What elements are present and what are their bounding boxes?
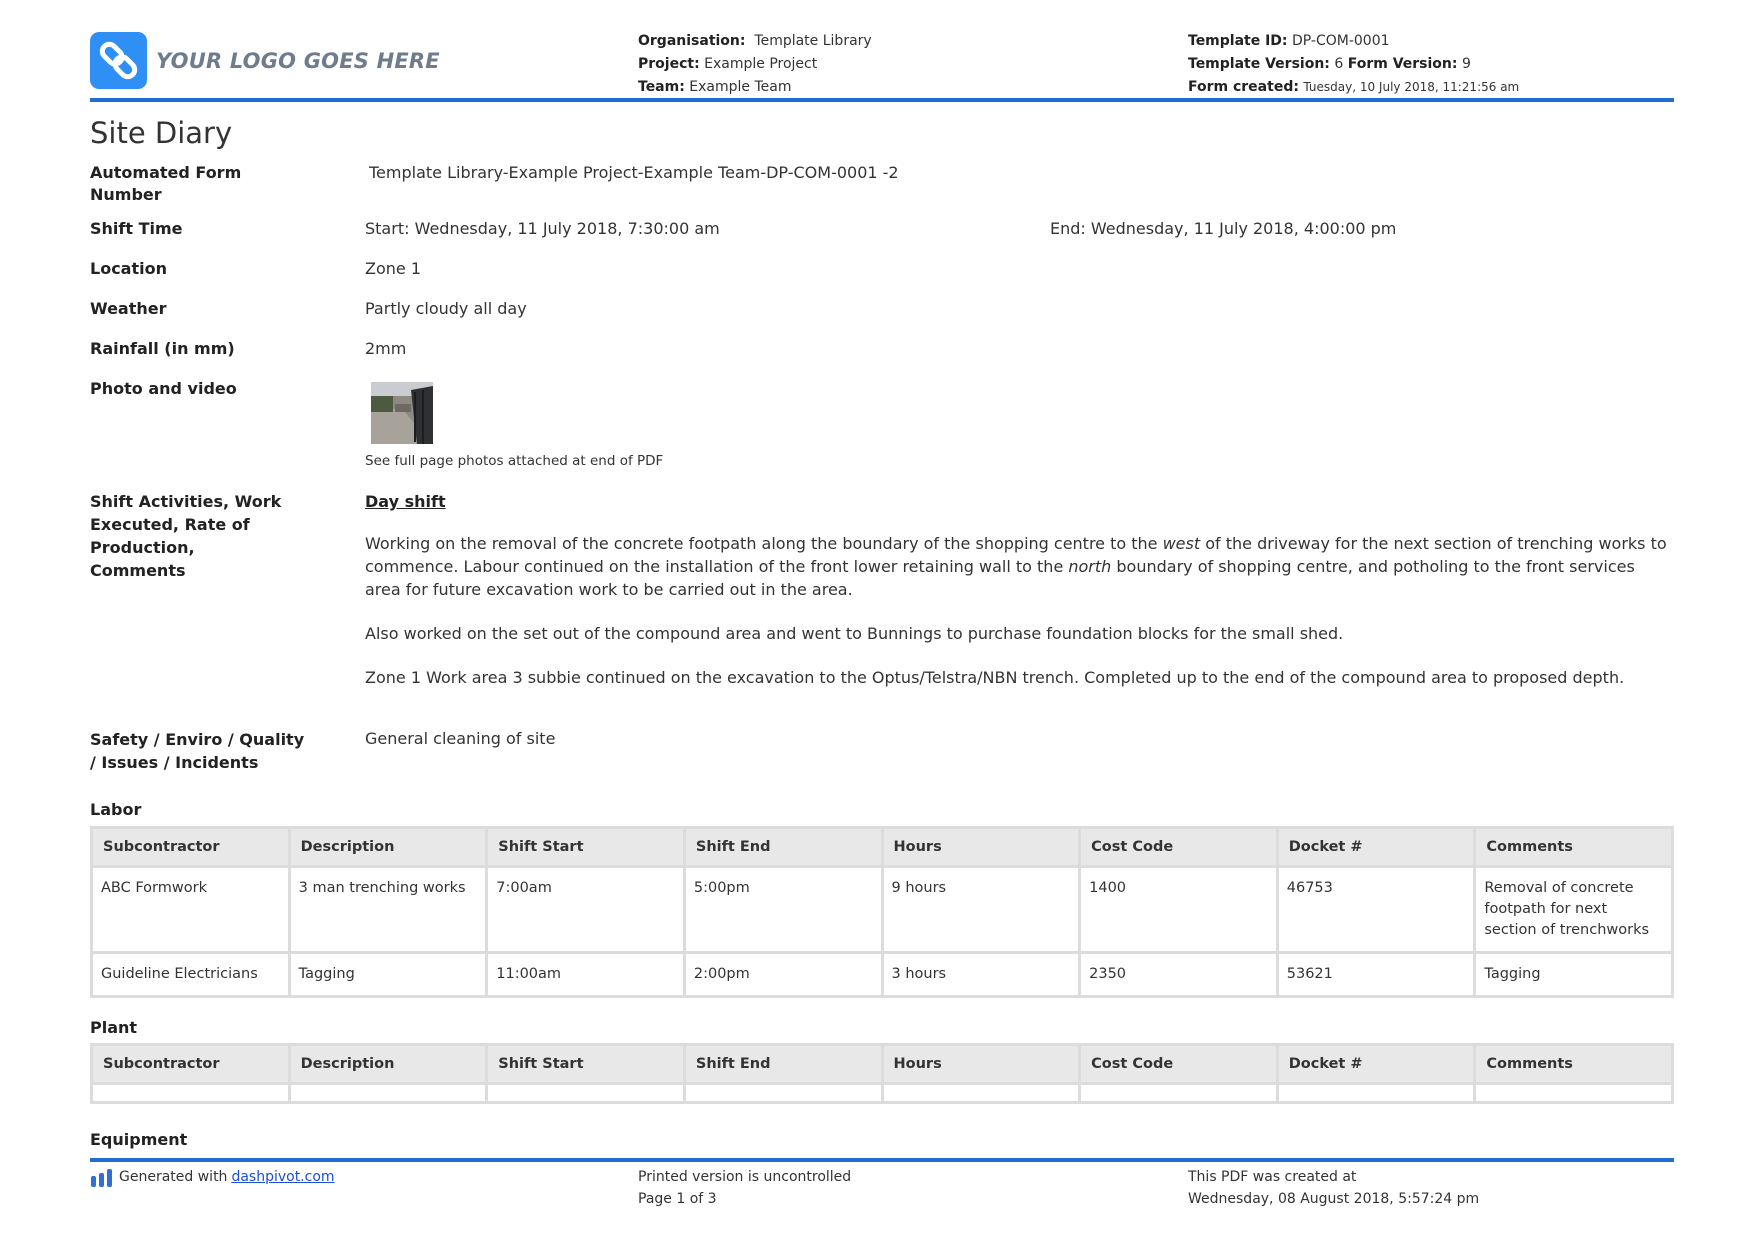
project-label: Project: — [638, 56, 700, 72]
plant-cell — [686, 1085, 881, 1101]
form-number-value: Template Library-Example Project-Example Team-DP-COM-0001 -2 — [369, 163, 899, 182]
labor-col-shift-start: Shift Start — [488, 829, 683, 865]
plant-cell — [1476, 1085, 1671, 1101]
photo-caption: See full page photos attached at end of PDF — [365, 453, 664, 469]
template-id-label: Template ID: — [1188, 33, 1288, 49]
field-shift-activities — [90, 490, 1674, 690]
labor-cell: 9 hours — [884, 868, 1079, 951]
shift-time-label: Shift Time — [90, 219, 183, 238]
labor-cell: ABC Formwork — [93, 868, 288, 951]
activities-p1-text-b: of the driveway for the next section of trenching works to commence. Labour continued on the installation of the front lower retaining wall to the — [365, 534, 1667, 576]
logo-text: YOUR LOGO GOES HERE — [156, 48, 440, 73]
labor-cell: 2:00pm — [686, 954, 881, 995]
labor-col-cost-code: Cost Code — [1081, 829, 1276, 865]
rainfall-value: 2mm — [365, 339, 407, 358]
labor-title: Labor — [90, 800, 142, 819]
photo-label: Photo and video — [90, 379, 237, 398]
activities-paragraph-1 — [365, 532, 1675, 601]
location-value: Zone 1 — [365, 259, 421, 278]
rainfall-label: Rainfall (in mm) — [90, 339, 235, 358]
template-version-value: 6 — [1334, 56, 1344, 72]
labor-cell: 3 hours — [884, 954, 1079, 995]
header-template-info — [1188, 30, 1519, 99]
footer-print-info — [638, 1166, 851, 1210]
pdf-created-label: This PDF was created at — [1188, 1169, 1357, 1185]
uncontrolled-text: Printed version is uncontrolled — [638, 1169, 852, 1185]
shift-start-value: Start: Wednesday, 11 July 2018, 7:30:00 am — [365, 219, 720, 238]
activities-p1-text-a: Working on the removal of the concrete footpath along the boundary of the shopping centre to the — [365, 534, 1163, 553]
organisation-label: Organisation: — [638, 33, 746, 49]
labor-cell: Tagging — [1476, 954, 1671, 995]
labor-cell: Guideline Electricians — [93, 954, 288, 995]
photo-thumbnail[interactable] — [371, 382, 433, 444]
plant-col-subcontractor: Subcontractor — [93, 1046, 288, 1082]
shift-end-value: End: Wednesday, 11 July 2018, 4:00:00 pm — [1050, 219, 1397, 238]
plant-col-description: Description — [291, 1046, 486, 1082]
labor-cell: 3 man trenching works — [291, 868, 486, 951]
footer-generated — [90, 1166, 335, 1188]
plant-table — [90, 1043, 1674, 1104]
weather-value: Partly cloudy all day — [365, 299, 527, 318]
plant-col-hours: Hours — [884, 1046, 1079, 1082]
plant-title: Plant — [90, 1018, 138, 1037]
form-number-label: Automated Form Number — [90, 163, 242, 204]
table-row — [93, 868, 1671, 951]
labor-col-docket: Docket # — [1279, 829, 1474, 865]
labor-col-subcontractor: Subcontractor — [93, 829, 288, 865]
labor-cell: 11:00am — [488, 954, 683, 995]
plant-cell — [93, 1085, 288, 1101]
activities-content — [365, 490, 1675, 710]
activities-heading: Day shift — [365, 492, 446, 511]
pdf-created-value: Wednesday, 08 August 2018, 5:57:24 pm — [1188, 1191, 1480, 1207]
footer-divider — [90, 1158, 1674, 1162]
plant-col-docket: Docket # — [1279, 1046, 1474, 1082]
plant-cell — [291, 1085, 486, 1101]
weather-label: Weather — [90, 299, 167, 318]
activities-paragraph-3: Zone 1 Work area 3 subbie continued on the excavation to the Optus/Telstra/NBN trench. Completed up to the end of the compound area to proposed depth. — [365, 668, 1625, 687]
plant-header-row — [93, 1046, 1671, 1082]
labor-cell: 53621 — [1279, 954, 1474, 995]
project-value: Example Project — [704, 56, 818, 72]
plant-cell — [488, 1085, 683, 1101]
team-value: Example Team — [689, 79, 792, 95]
template-id-value: DP-COM-0001 — [1291, 33, 1390, 49]
plant-col-shift-end: Shift End — [686, 1046, 881, 1082]
activities-p1-emphasis-north: north — [1068, 557, 1112, 576]
organisation-value: Template Library — [754, 33, 872, 49]
labor-table — [90, 826, 1674, 998]
header-org-info — [638, 30, 872, 99]
activities-p1-text-c: boundary of shopping centre, and potholing to the front services area for future excavation work to be carried out in the area. — [365, 557, 1635, 599]
safety-label: Safety / Enviro / Quality / Issues / Incidents — [90, 730, 305, 772]
field-photo — [90, 378, 1674, 478]
activities-label: Shift Activities, Work Executed, Rate of Production, Comments — [90, 492, 282, 580]
table-row — [93, 1085, 1671, 1101]
activities-paragraph-2: Also worked on the set out of the compound area and went to Bunnings to purchase foundation blocks for the small shed. — [365, 624, 1344, 643]
table-row — [93, 954, 1671, 995]
plant-cell — [1279, 1085, 1474, 1101]
labor-col-shift-end: Shift End — [686, 829, 881, 865]
labor-col-comments: Comments — [1476, 829, 1671, 865]
team-label: Team: — [638, 79, 685, 95]
template-version-label: Template Version: — [1188, 56, 1330, 72]
labor-cell: 46753 — [1279, 868, 1474, 951]
page-header — [90, 30, 1674, 100]
plant-cell — [1081, 1085, 1276, 1101]
page-title: Site Diary — [90, 116, 233, 150]
plant-cell — [884, 1085, 1079, 1101]
activities-p1-emphasis-west: west — [1162, 534, 1201, 553]
form-created-label: Form created: — [1188, 79, 1299, 95]
page-number: Page 1 of 3 — [638, 1191, 717, 1207]
plant-col-comments: Comments — [1476, 1046, 1671, 1082]
logo — [90, 32, 440, 89]
dashpivot-icon — [90, 1167, 114, 1187]
labor-col-hours: Hours — [884, 829, 1079, 865]
labor-cell: 5:00pm — [686, 868, 881, 951]
dashpivot-link[interactable]: dashpivot.com — [231, 1169, 335, 1185]
header-divider — [90, 98, 1674, 102]
labor-col-description: Description — [291, 829, 486, 865]
labor-cell: 1400 — [1081, 868, 1276, 951]
safety-value: General cleaning of site — [365, 729, 556, 748]
labor-header-row — [93, 829, 1671, 865]
labor-cell: 7:00am — [488, 868, 683, 951]
labor-cell: Removal of concrete footpath for next section of trenchworks — [1476, 868, 1671, 951]
footer-created-info — [1188, 1166, 1479, 1210]
form-version-label: Form Version: — [1347, 56, 1458, 72]
equipment-title: Equipment — [90, 1130, 188, 1149]
labor-cell: 2350 — [1081, 954, 1276, 995]
plant-col-cost-code: Cost Code — [1081, 1046, 1276, 1082]
generated-with-text: Generated with — [119, 1169, 228, 1185]
plant-col-shift-start: Shift Start — [488, 1046, 683, 1082]
labor-cell: Tagging — [291, 954, 486, 995]
location-label: Location — [90, 259, 167, 278]
form-created-value: Tuesday, 10 July 2018, 11:21:56 am — [1303, 80, 1520, 94]
logo-icon — [90, 32, 147, 89]
form-version-value: 9 — [1461, 56, 1471, 72]
